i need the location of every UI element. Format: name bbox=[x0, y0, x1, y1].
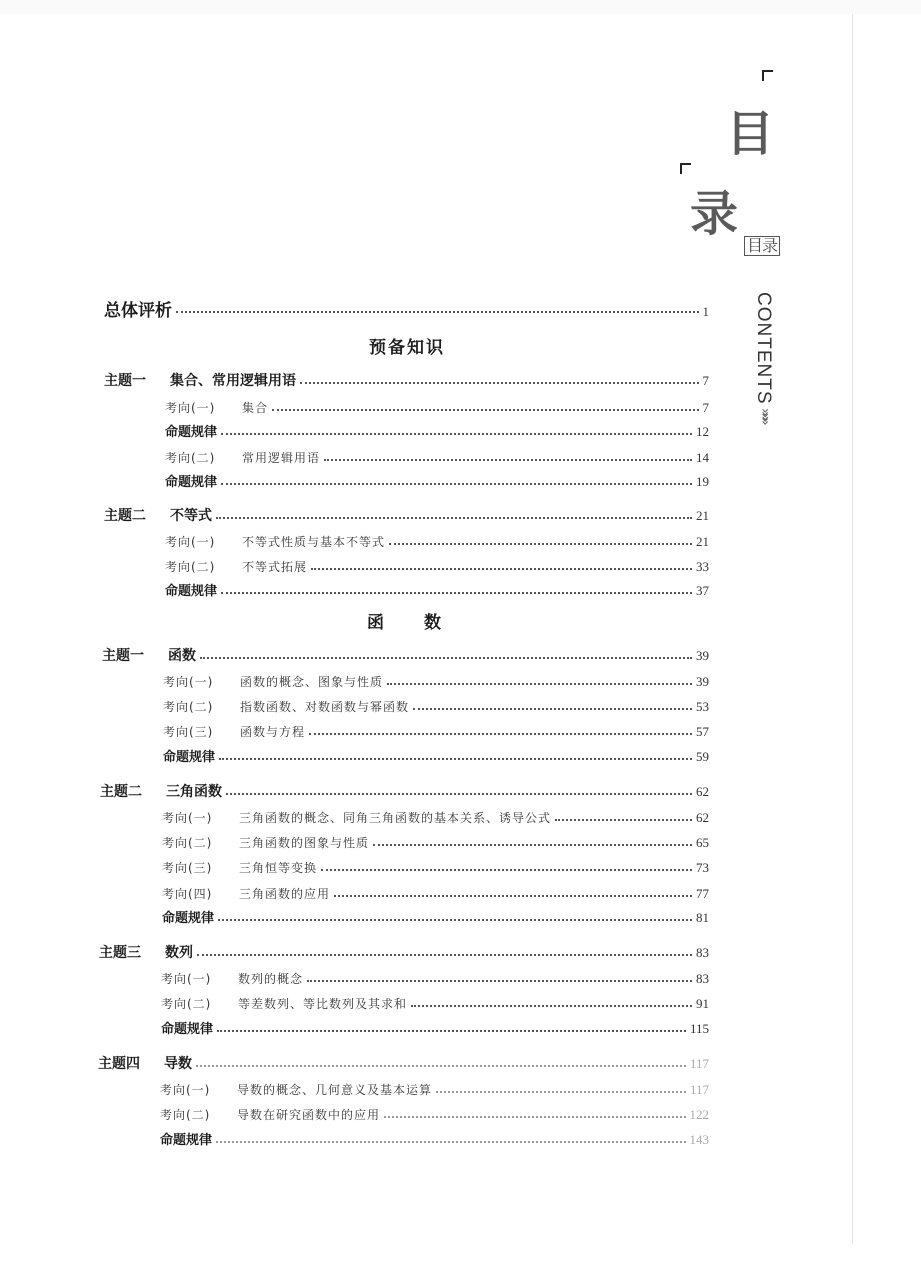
dot-leader bbox=[216, 517, 692, 519]
toc-theme[interactable] bbox=[100, 781, 709, 801]
section-heading-prep: 预备知识 bbox=[369, 338, 445, 358]
dot-leader bbox=[300, 382, 699, 384]
dot-leader bbox=[436, 1091, 686, 1093]
page-number: 117 bbox=[689, 1056, 709, 1071]
subentry-name: 三角函数的应用 bbox=[239, 887, 331, 901]
page-number: 7 bbox=[702, 400, 709, 415]
toc-rule[interactable] bbox=[165, 421, 709, 440]
dot-leader bbox=[324, 459, 692, 461]
toc-rule[interactable] bbox=[165, 580, 709, 599]
toc-subentry[interactable] bbox=[160, 1104, 709, 1123]
theme-name: 函数 bbox=[168, 648, 196, 664]
toc-subentry[interactable] bbox=[165, 397, 709, 416]
subentry-name: 函数的概念、图象与性质 bbox=[240, 675, 384, 689]
subentry-label: 考向(四) bbox=[162, 887, 213, 901]
dot-leader bbox=[413, 708, 692, 710]
toc-subentry[interactable] bbox=[162, 857, 709, 876]
subentry-name: 指数函数、对数函数与幂函数 bbox=[240, 700, 410, 714]
toc-subentry[interactable] bbox=[161, 993, 709, 1012]
page-number: 1 bbox=[702, 304, 709, 319]
page-number: 117 bbox=[689, 1082, 709, 1097]
rule-label: 命题规律 bbox=[160, 1133, 213, 1148]
toc-subentry[interactable] bbox=[163, 671, 709, 690]
page-number: 21 bbox=[696, 508, 709, 523]
subentry-name: 三角函数的概念、同角三角函数的基本关系、诱导公式 bbox=[239, 811, 552, 825]
dot-leader bbox=[334, 895, 692, 897]
toc-subentry[interactable] bbox=[161, 968, 709, 987]
dot-leader bbox=[389, 543, 692, 545]
subentry-label: 考向(一) bbox=[165, 535, 216, 549]
dot-leader bbox=[176, 311, 699, 313]
subentry-label: 考向(二) bbox=[165, 560, 216, 574]
page-number: 21 bbox=[696, 534, 709, 549]
rule-label: 命题规律 bbox=[165, 475, 218, 490]
dot-leader bbox=[411, 1005, 692, 1007]
toc-rule[interactable] bbox=[162, 907, 709, 926]
page-number: 33 bbox=[696, 559, 709, 574]
toc-subentry[interactable] bbox=[162, 807, 709, 826]
page-number: 12 bbox=[696, 424, 709, 439]
dot-leader bbox=[216, 1141, 685, 1143]
dot-leader bbox=[221, 592, 692, 594]
toc-rule[interactable] bbox=[163, 746, 709, 765]
subentry-label: 考向(二) bbox=[165, 451, 216, 465]
page-number: 57 bbox=[696, 724, 709, 739]
title-char-mu: 目 bbox=[726, 106, 775, 162]
subentry-name: 导数的概念、几何意义及基本运算 bbox=[237, 1083, 433, 1097]
dot-leader bbox=[200, 657, 692, 659]
theme-name: 数列 bbox=[165, 945, 193, 961]
rule-label: 命题规律 bbox=[162, 911, 215, 926]
toc-theme[interactable] bbox=[104, 370, 709, 390]
subentry-label: 考向(一) bbox=[165, 401, 216, 415]
page-number: 59 bbox=[696, 749, 709, 764]
page-number: 73 bbox=[696, 860, 709, 875]
subentry-label: 考向(三) bbox=[162, 861, 213, 875]
rule-label: 命题规律 bbox=[165, 584, 218, 599]
subentry-name: 集合 bbox=[242, 401, 269, 415]
theme-label: 主题二 bbox=[100, 784, 142, 800]
page-number: 62 bbox=[696, 784, 709, 799]
dot-leader bbox=[226, 793, 692, 795]
page-number: 115 bbox=[689, 1021, 709, 1036]
toc-subentry[interactable] bbox=[165, 447, 709, 466]
subentry-name: 等差数列、等比数列及其求和 bbox=[238, 997, 408, 1011]
dot-leader bbox=[387, 683, 692, 685]
theme-label: 主题一 bbox=[102, 648, 144, 664]
toc-subentry[interactable] bbox=[163, 721, 709, 740]
theme-name: 导数 bbox=[164, 1056, 192, 1072]
subentry-label: 考向(二) bbox=[161, 997, 212, 1011]
page-number: 83 bbox=[696, 945, 709, 960]
page-number: 91 bbox=[696, 996, 709, 1011]
theme-label: 主题二 bbox=[104, 508, 146, 524]
toc-rule[interactable] bbox=[160, 1129, 709, 1148]
corner-mark-bottom bbox=[680, 163, 691, 174]
page-number: 37 bbox=[696, 583, 709, 598]
theme-name: 不等式 bbox=[170, 508, 212, 524]
dot-leader bbox=[217, 1030, 686, 1032]
page-number: 65 bbox=[696, 835, 709, 850]
toc-rule[interactable] bbox=[165, 471, 709, 490]
title-small-mulu: 目录 bbox=[744, 236, 780, 256]
rule-label: 命题规律 bbox=[165, 425, 218, 440]
toc-overview-title: 总体评析 bbox=[104, 301, 172, 321]
page-number: 81 bbox=[696, 910, 709, 925]
page-number: 39 bbox=[696, 648, 709, 663]
section-heading-functions: 函 数 bbox=[367, 613, 443, 633]
subentry-label: 考向(一) bbox=[162, 811, 213, 825]
dot-leader bbox=[219, 758, 692, 760]
toc-subentry[interactable] bbox=[165, 531, 709, 550]
subentry-name: 不等式性质与基本不等式 bbox=[242, 535, 386, 549]
toc-theme[interactable] bbox=[98, 1053, 709, 1073]
page-binding-edge bbox=[852, 14, 853, 1244]
dot-leader bbox=[384, 1116, 685, 1118]
dot-leader bbox=[221, 483, 692, 485]
subentry-name: 三角恒等变换 bbox=[239, 861, 318, 875]
dot-leader bbox=[555, 819, 692, 821]
theme-label: 主题四 bbox=[98, 1056, 140, 1072]
toc-subentry[interactable] bbox=[160, 1079, 709, 1098]
dot-leader bbox=[307, 980, 692, 982]
page-number: 83 bbox=[696, 971, 709, 986]
theme-label: 主题三 bbox=[99, 945, 141, 961]
contents-label: CONTENTS bbox=[753, 292, 774, 405]
subentry-name: 数列的概念 bbox=[238, 972, 304, 986]
dot-leader bbox=[309, 733, 692, 735]
page-top-shade bbox=[0, 0, 921, 14]
dot-leader bbox=[272, 409, 698, 411]
subentry-name: 常用逻辑用语 bbox=[242, 451, 321, 465]
page-number: 53 bbox=[696, 699, 709, 714]
rule-label: 命题规律 bbox=[161, 1022, 214, 1037]
theme-name: 三角函数 bbox=[166, 784, 222, 800]
page-number: 77 bbox=[696, 886, 709, 901]
page-number: 19 bbox=[696, 474, 709, 489]
toc-subentry[interactable] bbox=[162, 832, 709, 851]
subentry-label: 考向(二) bbox=[162, 836, 213, 850]
dot-leader bbox=[373, 844, 692, 846]
subentry-label: 考向(一) bbox=[160, 1083, 211, 1097]
rule-label: 命题规律 bbox=[163, 750, 216, 765]
page-number: 122 bbox=[689, 1107, 709, 1122]
dot-leader bbox=[311, 568, 692, 570]
toc-theme[interactable] bbox=[99, 942, 709, 962]
dot-leader bbox=[197, 954, 692, 956]
toc-rule[interactable] bbox=[161, 1018, 709, 1037]
subentry-name: 函数与方程 bbox=[240, 725, 306, 739]
dot-leader bbox=[221, 433, 692, 435]
subentry-label: 考向(三) bbox=[163, 725, 214, 739]
page-number: 62 bbox=[696, 810, 709, 825]
dot-leader bbox=[321, 869, 692, 871]
page-number: 143 bbox=[689, 1132, 709, 1147]
toc-subentry[interactable] bbox=[165, 556, 709, 575]
subentry-name: 三角函数的图象与性质 bbox=[239, 836, 370, 850]
toc-subentry[interactable] bbox=[163, 696, 709, 715]
toc-subentry[interactable] bbox=[162, 883, 709, 902]
subentry-label: 考向(二) bbox=[163, 700, 214, 714]
subentry-label: 考向(一) bbox=[163, 675, 214, 689]
toc-overview[interactable] bbox=[104, 296, 709, 321]
subentry-label: 考向(一) bbox=[161, 972, 212, 986]
subentry-label: 考向(二) bbox=[160, 1108, 211, 1122]
dot-leader bbox=[196, 1065, 686, 1067]
toc-theme[interactable] bbox=[104, 505, 709, 525]
page-number: 7 bbox=[702, 373, 709, 388]
theme-label: 主题一 bbox=[104, 373, 146, 389]
title-char-lu: 录 bbox=[690, 186, 739, 242]
page-number: 14 bbox=[696, 450, 709, 465]
page-number: 39 bbox=[696, 674, 709, 689]
toc-theme[interactable] bbox=[102, 645, 709, 665]
subentry-name: 导数在研究函数中的应用 bbox=[237, 1108, 381, 1122]
subentry-name: 不等式拓展 bbox=[242, 560, 308, 574]
dot-leader bbox=[218, 919, 692, 921]
theme-name: 集合、常用逻辑用语 bbox=[170, 373, 296, 389]
corner-mark-top bbox=[762, 70, 773, 81]
chevrons-icon: »»» bbox=[757, 408, 773, 422]
